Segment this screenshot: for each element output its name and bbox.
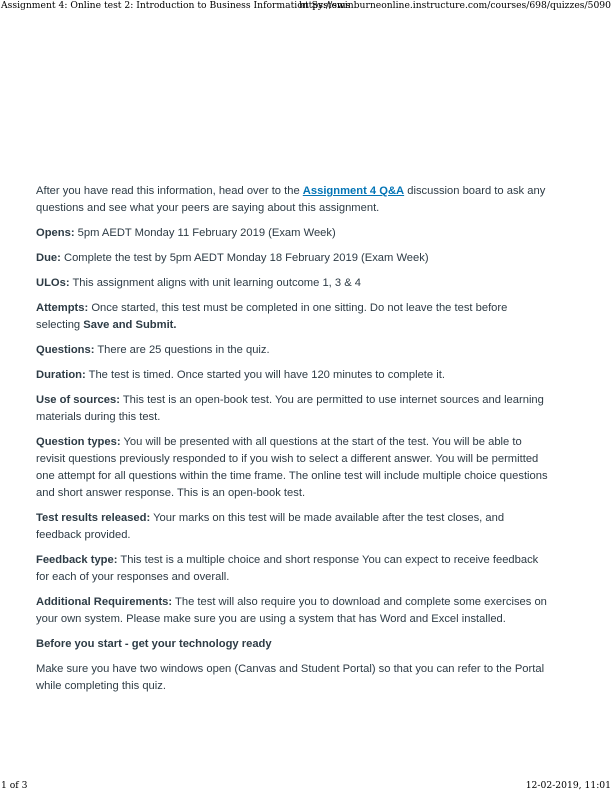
due-label: Due:: [36, 252, 61, 264]
use-of-sources-label: Use of sources:: [36, 394, 120, 406]
test-results-label: Test results released:: [36, 512, 151, 524]
ulos-paragraph: [36, 275, 552, 292]
intro-before-link: After you have read this information, head over to the: [36, 185, 303, 197]
attempts-paragraph: [36, 300, 552, 334]
test-results-text: Your marks on this test will be made available after the test closes, and feedback provided.: [36, 512, 505, 541]
before-start-heading: [36, 636, 552, 653]
print-header-url: https://swinburneonline.instructure.com/courses/698/quizzes/5090: [299, 0, 611, 11]
use-of-sources-paragraph: [36, 392, 552, 426]
print-header-title: Assignment 4: Online test 2: Introduction to Business Information Systems: [1, 0, 351, 11]
attempts-text: Once started, this test must be completed in one sitting. Do not leave the test before selecting: [36, 302, 508, 331]
print-datetime: 12-02-2019, 11:01: [525, 780, 611, 791]
additional-requirements-label: Additional Requirements:: [36, 596, 173, 608]
duration-text: The test is timed. Once started you will have 120 minutes to complete it.: [85, 369, 445, 381]
assignment-description: [36, 183, 552, 703]
questions-label: Questions:: [36, 344, 95, 356]
assignment-qa-link[interactable]: Assignment 4 Q&A: [302, 185, 405, 197]
feedback-type-text: This test is a multiple choice and short response You can expect to receive feedback for each of your responses and overall.: [36, 554, 539, 583]
opens-text: 5pm AEDT Monday 11 February 2019 (Exam Week): [74, 227, 336, 239]
feedback-type-label: Feedback type:: [36, 554, 118, 566]
use-of-sources-text: This test is an open-book test. You are permitted to use internet sources and learning materials during this test.: [36, 394, 544, 423]
intro-paragraph: [36, 183, 552, 217]
duration-paragraph: [36, 367, 552, 384]
due-text: Complete the test by 5pm AEDT Monday 18 February 2019 (Exam Week): [60, 252, 429, 264]
page-number: 1 of 3: [1, 780, 28, 791]
print-header: [0, 0, 612, 14]
opens-label: Opens:: [36, 227, 75, 239]
opens-paragraph: [36, 225, 552, 242]
duration-label: Duration:: [36, 369, 86, 381]
test-results-paragraph: [36, 510, 552, 544]
questions-paragraph: [36, 342, 552, 359]
question-types-label: Question types:: [36, 436, 121, 448]
additional-requirements-text: The test will also require you to download and complete some exercises on your own system. Please make sure you are using a system that has Word and Excel installed.: [36, 596, 547, 625]
feedback-type-paragraph: [36, 552, 552, 586]
question-types-text: You will be presented with all questions at the start of the test. You will be able to revisit questions previously responded to if you wish to select a different answer. You will be permitted one attempt for all questions within the time frame. The online test will include multiple choice questions and short answer response. This is an open-book test.: [36, 436, 548, 499]
attempts-label: Attempts:: [36, 302, 89, 314]
before-start-heading-text: Before you start - get your technology ready: [36, 638, 272, 650]
due-paragraph: [36, 250, 552, 267]
question-types-paragraph: [36, 434, 552, 502]
ulos-label: ULOs:: [36, 277, 70, 289]
ulos-text: This assignment aligns with unit learning outcome 1, 3 & 4: [69, 277, 362, 289]
intro-after-link: discussion board to ask any questions and see what your peers are saying about this assignment.: [36, 185, 546, 214]
questions-text: There are 25 questions in the quiz.: [94, 344, 270, 356]
attempts-bold-tail: Save and Submit.: [83, 319, 177, 331]
before-start-paragraph: Make sure you have two windows open (Canvas and Student Portal) so that you can refer to the Portal while completing this quiz.: [36, 663, 545, 692]
additional-requirements-paragraph: [36, 594, 552, 628]
